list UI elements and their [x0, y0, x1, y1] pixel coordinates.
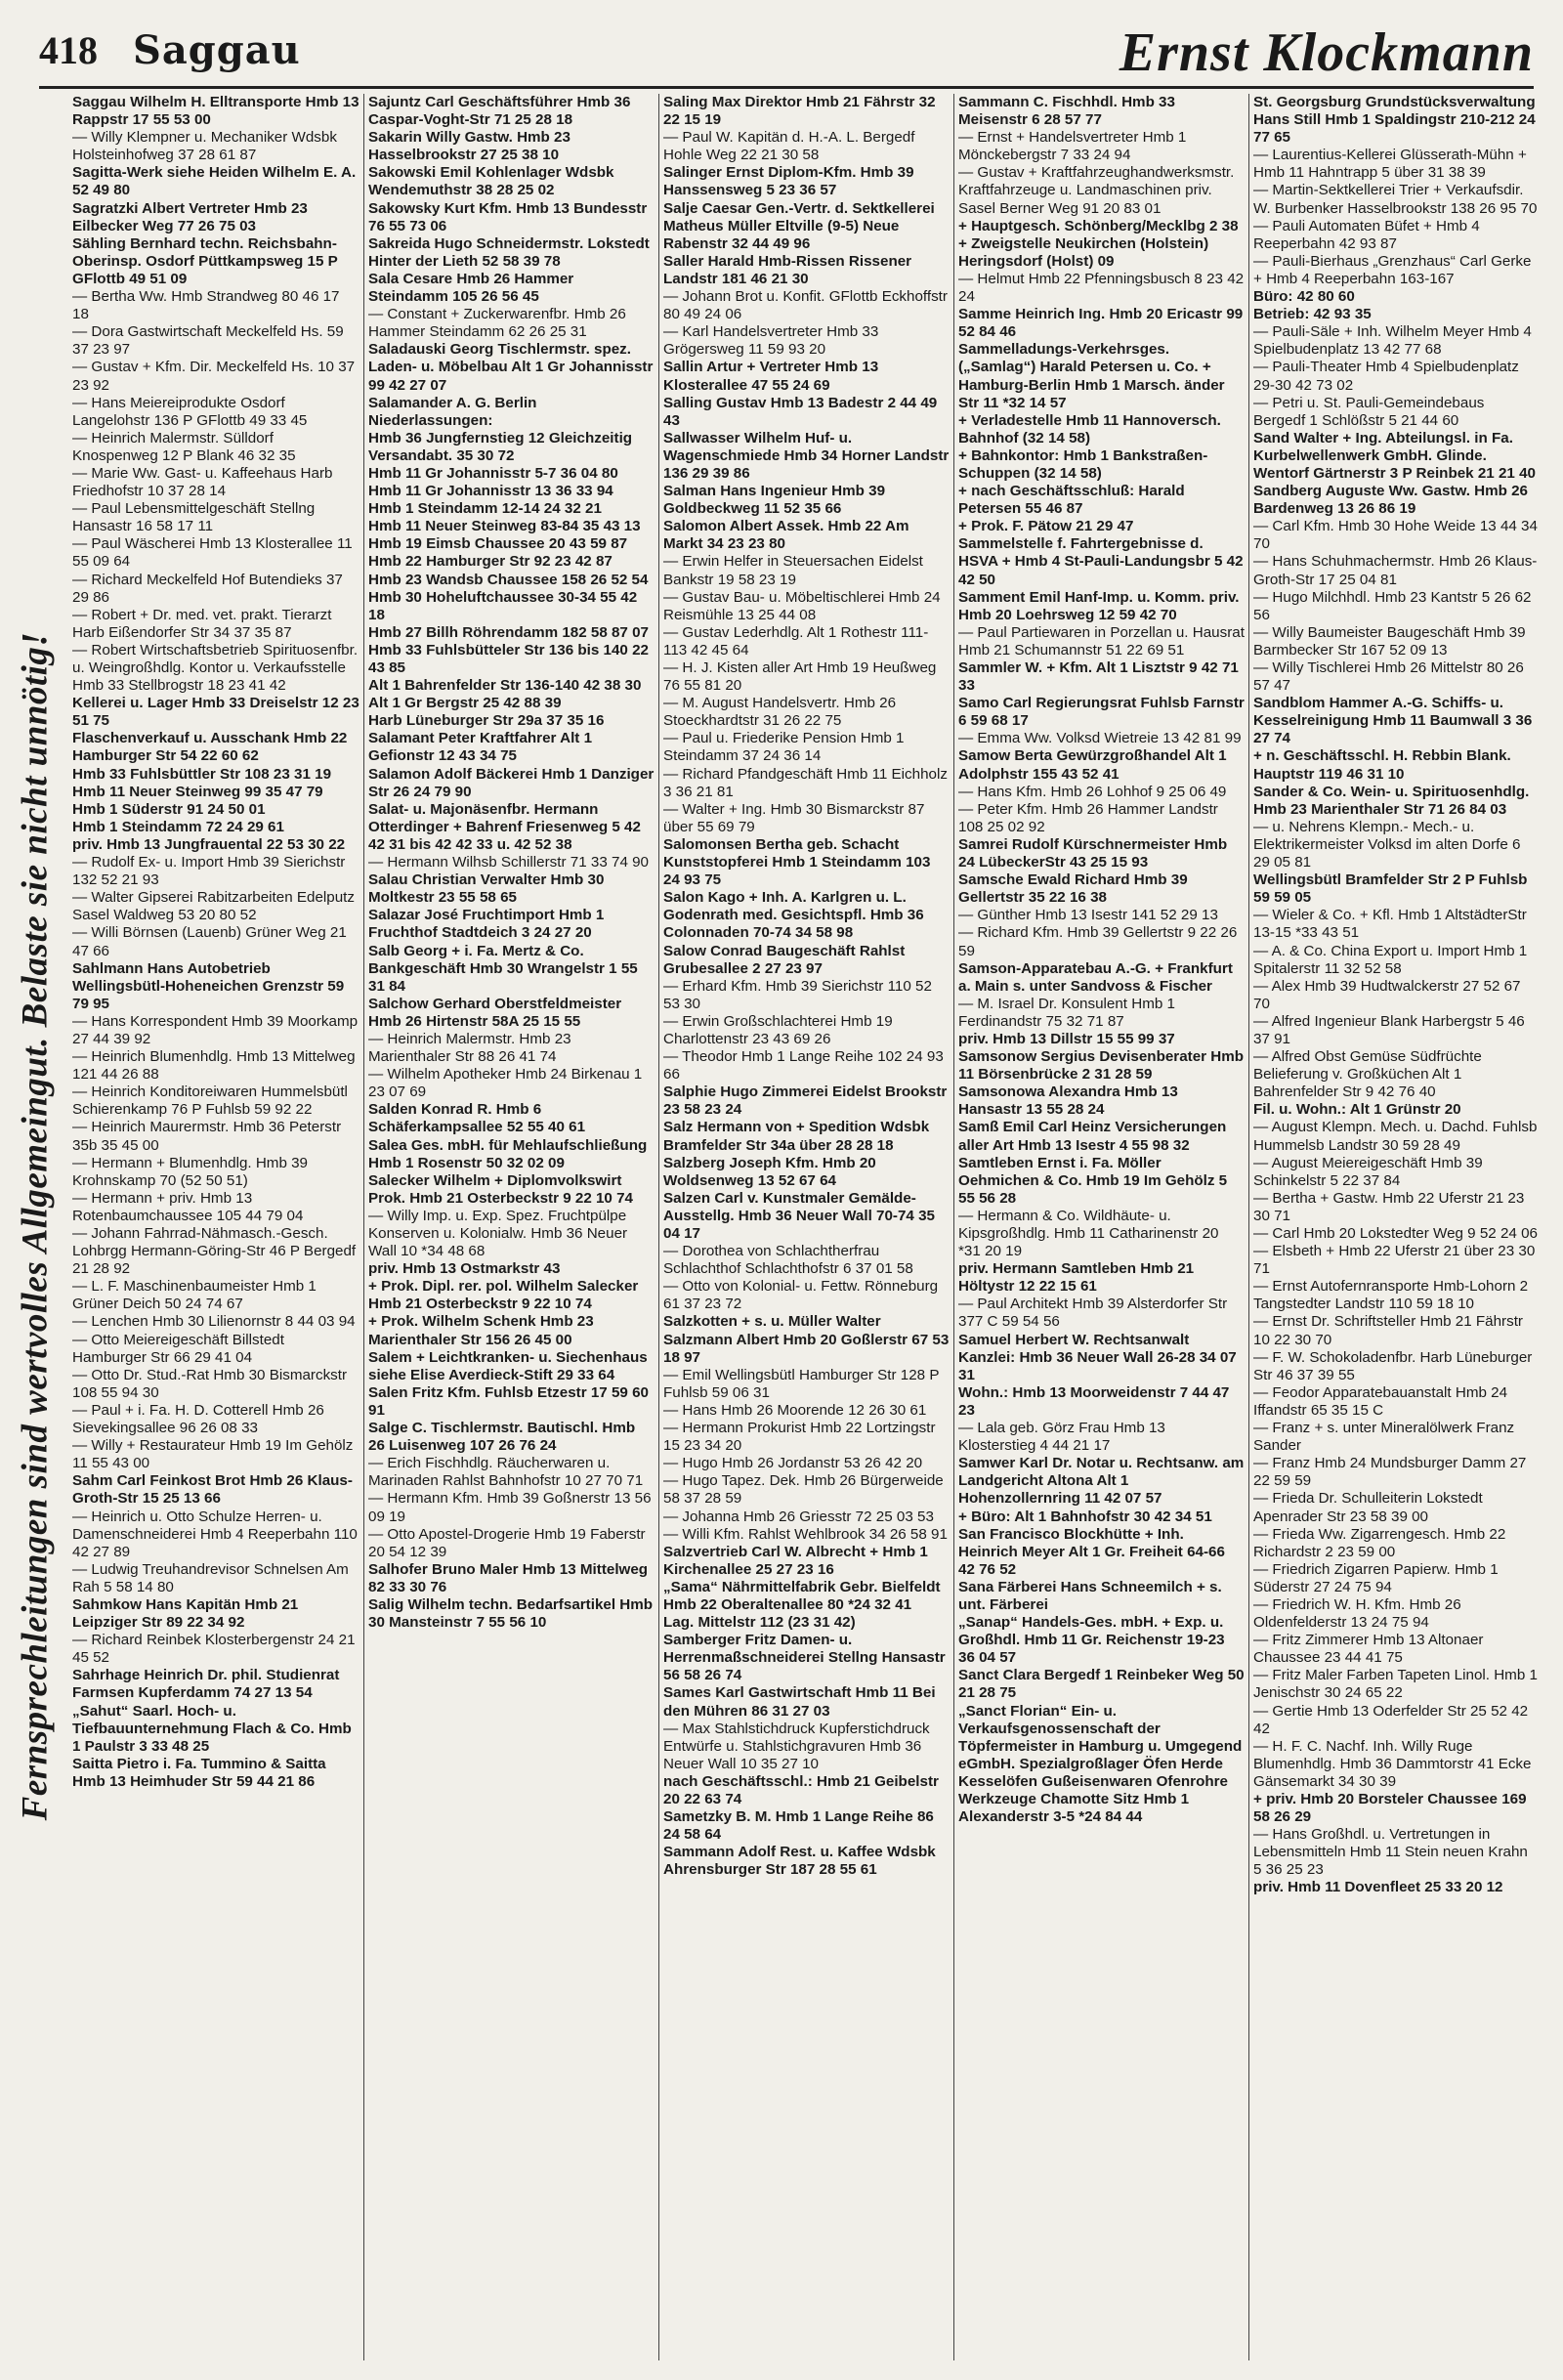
directory-entry: — Paul Lebensmittelgeschäft Stellng Hansastr 16 58 17 11: [72, 500, 316, 535]
directory-entry: — u. Nehrens Klempn.- Mech.- u. Elektrikermeister Volksd im alten Dorfe 6 29 05 81: [1253, 818, 1521, 871]
directory-entry: Salje Caesar Gen.-Vertr. d. Sektkellerei Matheus Müller Eltville (9-5) Neue Rabenstr 32 44 49 96: [663, 199, 935, 252]
directory-entry: — Hans Hmb 26 Moorende 12 26 30 61: [663, 1401, 927, 1419]
directory-entry: — Paul + i. Fa. H. D. Cotterell Hmb 26 Sievekingsallee 96 26 08 33: [72, 1401, 324, 1437]
directory-entry: Sakowski Emil Kohlenlager Wdsbk Wendemuthstr 38 28 25 02: [368, 164, 614, 199]
directory-entry: Salamander A. G. Berlin Niederlassungen:: [368, 394, 537, 429]
directory-entry: Hmb 11 Neuer Steinweg 99 35 47 79: [72, 783, 323, 800]
directory-entry: Salman Hans Ingenieur Hmb 39 Goldbeckweg 11 52 35 66: [663, 483, 886, 518]
directory-entry: Sahmkow Hans Kapitän Hmb 21 Leipziger Str 89 22 34 92: [72, 1595, 299, 1632]
directory-entry: Salon Kago + Inh. A. Karlgren u. L. Godenrath med. Gesichtspfl. Hmb 36 Colonnaden 70-74 34 58 98: [663, 889, 924, 942]
directory-entry: Sammelladungs-Verkehrsges. („Samlag“) Harald Petersen u. Co. + Hamburg-Berlin Hmb 1 Marsch. änder Str 11 *32 14 57: [958, 341, 1225, 411]
directory-entry: — Laurentius-Kellerei Glüsserath-Mühn + Hmb 11 Hahntrapp 5 über 31 38 39: [1253, 147, 1527, 182]
directory-entry: — Emil Wellingsbütl Hamburger Str 128 P Fuhlsb 59 06 31: [663, 1366, 940, 1401]
directory-entry: + Prok. Dipl. rer. pol. Wilhelm Salecker Hmb 21 Osterbeckstr 9 22 10 74: [368, 1278, 639, 1313]
directory-entry: Sammann C. Fischhdl. Hmb 33 Meisenstr 6 28 57 77: [958, 94, 1175, 129]
directory-entry: — Constant + Zuckerwarenfbr. Hmb 26 Hammer Steindamm 62 26 25 31: [368, 306, 626, 341]
directory-entry: + Prok. F. Pätow 21 29 47: [958, 518, 1134, 535]
directory-entry: priv. Hmb 13 Ostmarkstr 43: [368, 1260, 561, 1278]
directory-entry: „Sanct Florian“ Ein- u. Verkaufsgenossenschaft der Töpfermeister in Hamburg u. Umgegend eGmbH. Spezialgroßlager Öfen Herde Kesselöfen Gußeisenwaren Ofenrohre Werkzeuge Chamotte Sitz Hmb 1 Alexanderstr 3-5 *24 84 44: [958, 1702, 1243, 1826]
directory-entry: — Wilhelm Apotheker Hmb 24 Birkenau 1 23 07 69: [368, 1066, 643, 1101]
directory-entry: — Theodor Hmb 1 Lange Reihe 102 24 93 66: [663, 1048, 944, 1084]
directory-entry: — Dora Gastwirtschaft Meckelfeld Hs. 59 37 23 97: [72, 323, 344, 359]
directory-entry: Hmb 1 Steindamm 12-14 24 32 21: [368, 500, 602, 518]
directory-entry: — Willy Klempner u. Mechaniker Wdsbk Holsteinhofweg 37 28 61 87: [72, 129, 337, 164]
directory-entry: Salge C. Tischlermstr. Bautischl. Hmb 26 Luisenweg 107 26 76 24: [368, 1420, 636, 1455]
directory-entry: Salzmann Albert Hmb 20 Goßlerstr 67 53 18 97: [663, 1331, 950, 1366]
directory-entry: Samson-Apparatebau A.-G. + Frankfurt a. Main s. unter Sandvoss & Fischer: [958, 959, 1233, 995]
directory-entry: Sammelstelle f. Fahrtergebnisse d. HSVA + Hmb 4 St-Pauli-Landungsbr 5 42 42 50: [958, 535, 1244, 588]
directory-entry: — Hugo Hmb 26 Jordanstr 53 26 42 20: [663, 1455, 923, 1472]
directory-entry: — Otto Meiereigeschäft Billstedt Hamburger Str 66 29 41 04: [72, 1331, 284, 1366]
directory-entry: + nach Geschäftsschluß: Harald Petersen 55 46 87: [958, 483, 1185, 518]
directory-entry: Samrei Rudolf Kürschnermeister Hmb 24 LübeckerStr 43 25 15 93: [958, 835, 1228, 871]
directory-entry: — Emma Ww. Volksd Wietreie 13 42 81 99: [958, 730, 1242, 747]
directory-entry: — Hans Kfm. Hmb 26 Lohhof 9 25 06 49: [958, 783, 1227, 800]
directory-entry: Flaschenverkauf u. Ausschank Hmb 22 Hamburger Str 54 22 60 62: [72, 730, 348, 765]
directory-entry: Sahrhage Heinrich Dr. phil. Studienrat Farmsen Kupferdamm 74 27 13 54: [72, 1667, 340, 1702]
directory-entry: — Willy Tischlerei Hmb 26 Mittelstr 80 26 57 47: [1253, 659, 1524, 695]
directory-entry: San Francisco Blockhütte + Inh. Heinrich Meyer Alt 1 Gr. Freiheit 64-66 42 76 52: [958, 1525, 1225, 1578]
directory-entry: + priv. Hmb 20 Borsteler Chaussee 169 58 26 29: [1253, 1791, 1527, 1826]
directory-entry: — Paul Architekt Hmb 39 Alsterdorfer Str 377 C 59 54 56: [958, 1296, 1228, 1331]
directory-entry: priv. Hermann Samtleben Hmb 21 Höltystr 12 22 15 61: [958, 1260, 1195, 1296]
directory-entry: — Hermann Kfm. Hmb 39 Goßnerstr 13 56 09 19: [368, 1490, 652, 1525]
directory-entry: Sallwasser Wilhelm Huf- u. Wagenschmiede Hmb 34 Horner Landstr 136 29 39 86: [663, 429, 950, 482]
directory-entry: — Erwin Helfer in Steuersachen Eidelst Bankstr 19 58 23 19: [663, 553, 923, 588]
directory-columns: [68, 94, 1543, 2360]
directory-entry: — Fritz Zimmerer Hmb 13 Altonaer Chaussee 23 44 41 75: [1253, 1632, 1484, 1667]
directory-entry: Hmb 30 Hoheluftchaussee 30-34 55 42 18: [368, 588, 638, 623]
directory-entry: — Petri u. St. Pauli-Gemeindebaus Bergedf 1 Schlößstr 5 21 44 60: [1253, 394, 1485, 429]
directory-entry: „Sama“ Nährmittelfabrik Gebr. Bielfeldt Hmb 22 Oberaltenallee 80 *24 32 41: [663, 1578, 941, 1613]
directory-entry: Salamant Peter Kraftfahrer Alt 1 Gefionstr 12 43 34 75: [368, 730, 593, 765]
directory-entry: Samß Emil Carl Heinz Versicherungen aller Art Hmb 13 Isestr 4 55 98 32: [958, 1119, 1227, 1154]
directory-entry: — Willy + Restaurateur Hmb 19 Im Gehölz 11 55 43 00: [72, 1437, 354, 1472]
directory-entry: — Hans Meiereiprodukte Osdorf Langelohstr 136 P GFlottb 49 33 45: [72, 394, 308, 429]
directory-entry: — Hugo Tapez. Dek. Hmb 26 Bürgerweide 58 37 28 59: [663, 1472, 944, 1508]
directory-entry: Saller Harald Hmb-Rissen Rissener Landstr 181 46 21 30: [663, 252, 912, 287]
directory-entry: Samsche Ewald Richard Hmb 39 Gellertstr 35 22 16 38: [958, 871, 1188, 907]
directory-entry: — Ludwig Treuhandrevisor Schnelsen Am Rah 5 58 14 80: [72, 1560, 349, 1595]
directory-entry: priv. Hmb 11 Dovenfleet 25 33 20 12: [1253, 1879, 1503, 1896]
directory-column: [1248, 94, 1543, 2360]
directory-entry: Sagratzki Albert Vertreter Hmb 23 Eilbecker Weg 77 26 75 03: [72, 199, 308, 234]
directory-entry: + Büro: Alt 1 Bahnhofstr 30 42 34 51: [958, 1508, 1212, 1525]
directory-entry: Sandblom Hammer A.-G. Schiffs- u. Kesselreinigung Hmb 11 Baumwall 3 36 27 74: [1253, 695, 1533, 747]
directory-entry: — Lala geb. Görz Frau Hmb 13 Klosterstieg 4 44 21 17: [958, 1420, 1165, 1455]
directory-entry: Salea Ges. mbH. für Mehlaufschließung Hmb 1 Rosenstr 50 32 02 09: [368, 1136, 648, 1171]
directory-entry: — August Klempn. Mech. u. Dachd. Fuhlsb Hummelsb Landstr 30 59 28 49: [1253, 1119, 1538, 1154]
directory-entry: Hmb 1 Steindamm 72 24 29 61: [72, 818, 284, 835]
directory-entry: — Rudolf Ex- u. Import Hmb 39 Sierichstr 132 52 21 93: [72, 854, 346, 889]
directory-entry: Sana Färberei Hans Schneemilch + s. unt. Färberei: [958, 1578, 1222, 1613]
directory-entry: Salen Fritz Kfm. Fuhlsb Etzestr 17 59 60 91: [368, 1383, 649, 1419]
directory-entry: Salem + Leichtkranken- u. Siechenhaus siehe Elise Averdieck-Stift 29 33 64: [368, 1348, 648, 1383]
directory-entry: Alt 1 Bahrenfelder Str 136-140 42 38 30: [368, 677, 642, 695]
directory-entry: — Günther Hmb 13 Isestr 141 52 29 13: [958, 907, 1218, 924]
directory-entry: — Ernst + Handelsvertreter Hmb 1 Mönckebergstr 7 33 24 94: [958, 129, 1187, 164]
directory-entry: Sahlmann Hans Autobetrieb Wellingsbütl-Hoheneichen Grenzstr 59 79 95: [72, 959, 345, 1012]
directory-entry: — Wieler & Co. + Kfl. Hmb 1 AltstädterStr 13-15 *33 43 51: [1253, 907, 1527, 942]
directory-entry: — Richard Kfm. Hmb 39 Gellertstr 9 22 26 59: [958, 924, 1238, 959]
header-rule: [39, 86, 1534, 89]
directory-entry: Saggau Wilhelm H. Elltransporte Hmb 13 Rappstr 17 55 53 00: [72, 94, 359, 129]
directory-entry: Sakowsky Kurt Kfm. Hmb 13 Bundesstr 76 55 73 06: [368, 199, 648, 234]
directory-entry: — Gustav + Kfm. Dir. Meckelfeld Hs. 10 37 23 92: [72, 359, 356, 394]
directory-entry: — Frieda Ww. Zigarrengesch. Hmb 22 Richardstr 2 23 59 00: [1253, 1525, 1506, 1560]
directory-entry: — Paul Wäscherei Hmb 13 Klosterallee 11 55 09 64: [72, 535, 353, 571]
directory-entry: — Walter Gipserei Rabitzarbeiten Edelputz Sasel Waldweg 53 20 80 52: [72, 889, 355, 924]
directory-entry: — Willy Imp. u. Exp. Spez. Fruchtpülpe Konserven u. Kolonialw. Hmb 36 Neuer Wall 10 *34 48 68: [368, 1207, 628, 1260]
directory-entry: Sagitta-Werk siehe Heiden Wilhelm E. A. 52 49 80: [72, 164, 357, 199]
directory-entry: — Paul W. Kapitän d. H.-A. L. Bergedf Hohle Weg 22 21 30 58: [663, 129, 915, 164]
directory-entry: Salzvertrieb Carl W. Albrecht + Hmb 1 Kirchenallee 25 27 23 16: [663, 1543, 928, 1578]
directory-entry: — Johann Brot u. Konfit. GFlottb Eckhoffstr 80 49 24 06: [663, 288, 948, 323]
directory-entry: Sallin Artur + Vertreter Hmb 13 Klosterallee 47 55 24 69: [663, 359, 879, 394]
side-notice: [6, 88, 64, 2364]
directory-entry: Hmb 1 Süderstr 91 24 50 01: [72, 800, 266, 818]
directory-entry: — Max Stahlstichdruck Kupferstichdruck Entwürfe u. Stahlstichgravuren Hmb 36 Neuer Wall 10 35 27 10: [663, 1720, 930, 1772]
directory-entry: — Martin-Sektkellerei Trier + Verkaufsdir. W. Burbenker Hasselbrookstr 138 26 95 70: [1253, 182, 1538, 217]
directory-entry: Salphie Hugo Zimmerei Eidelst Brookstr 23 58 23 24: [663, 1084, 948, 1119]
directory-entry: — Alex Hmb 39 Hudtwalckerstr 27 52 67 70: [1253, 977, 1521, 1012]
directory-entry: — Alfred Obst Gemüse Südfrüchte Belieferung v. Großküchen Alt 1 Bahrenfelder Str 9 42 76 40: [1253, 1048, 1482, 1101]
directory-entry: Hmb 11 Gr Johannisstr 5-7 36 04 80: [368, 464, 618, 482]
directory-entry: — Hermann + priv. Hmb 13 Rotenbaumchaussee 105 44 79 04: [72, 1189, 304, 1224]
directory-entry: Sakreida Hugo Schneidermstr. Lokstedt Hinter der Lieth 52 58 39 78: [368, 234, 650, 270]
directory-entry: — Hugo Milchhdl. Hmb 23 Kantstr 5 26 62 56: [1253, 588, 1532, 623]
directory-entry: — A. & Co. China Export u. Import Hmb 1 Spitalerstr 11 32 52 58: [1253, 942, 1528, 977]
directory-entry: + Prok. Wilhelm Schenk Hmb 23 Marienthaler Str 156 26 45 00: [368, 1313, 594, 1348]
directory-entry: — Erwin Großschlachterei Hmb 19 Charlottenstr 23 43 69 26: [663, 1012, 893, 1047]
directory-entry: — Richard Meckelfeld Hof Butendieks 37 29 86: [72, 571, 343, 606]
directory-entry: — M. Israel Dr. Konsulent Hmb 1 Ferdinandstr 75 32 71 87: [958, 995, 1175, 1030]
directory-entry: „Sanap“ Handels-Ges. mbH. + Exp. u. Großhdl. Hmb 11 Gr. Reichenstr 19-23 36 04 57: [958, 1614, 1225, 1667]
directory-entry: Sanct Clara Bergedf 1 Reinbeker Weg 50 21 28 75: [958, 1667, 1245, 1702]
directory-entry: Samow Berta Gewürzgroßhandel Alt 1 Adolphstr 155 43 52 41: [958, 747, 1227, 783]
directory-entry: Sähling Bernhard techn. Reichsbahn-Oberinsp. Osdorf Püttkampsweg 15 P GFlottb 49 51 09: [72, 234, 338, 287]
directory-entry: — Hans Korrespondent Hmb 39 Moorkamp 27 44 39 92: [72, 1012, 359, 1047]
directory-entry: — Ernst Dr. Schriftsteller Hmb 21 Fährstr 10 22 30 70: [1253, 1313, 1523, 1348]
directory-entry: — Elsbeth + Hmb 22 Uferstr 21 über 23 30 71: [1253, 1243, 1536, 1278]
directory-entry: — Friedrich W. H. Kfm. Hmb 26 Oldenfelderstr 13 24 75 94: [1253, 1595, 1461, 1632]
directory-entry: — Heinrich Blumenhdlg. Hmb 13 Mittelweg 121 44 26 88: [72, 1048, 356, 1084]
directory-entry: Sand Walter + Ing. Abteilungsl. in Fa. Kurbelwellenwerk GmbH. Glinde. Wentorf Gärtnerstr 3 P Reinbek 21 21 40: [1253, 429, 1536, 482]
directory-entry: — Pauli-Theater Hmb 4 Spielbudenplatz 29-30 42 73 02: [1253, 359, 1519, 394]
directory-entry: — Robert Wirtschaftsbetrieb Spirituosenfbr. u. Weingroßhdlg. Kontor u. Verkaufsstelle Hmb 33 Stellbrogstr 18 23 41 42: [72, 641, 359, 695]
directory-entry: — Carl Kfm. Hmb 30 Hohe Weide 13 44 34 70: [1253, 518, 1538, 553]
directory-entry: — M. August Handelsvertr. Hmb 26 Stoeckhardtstr 31 26 22 75: [663, 695, 897, 730]
directory-entry: — Johann Fahrrad-Nähmasch.-Gesch. Lohbrgg Hermann-Göring-Str 46 P Bergedf 21 28 92: [72, 1225, 357, 1278]
directory-entry: Salomon Albert Assek. Hmb 22 Am Markt 34 23 23 80: [663, 518, 909, 553]
directory-entry: Hmb 33 Fuhlsbütteler Str 136 bis 140 22 43 85: [368, 641, 649, 676]
directory-entry: — Friedrich Zigarren Papierw. Hmb 1 Süderstr 27 24 75 94: [1253, 1560, 1499, 1595]
directory-entry: + Bahnkontor: Hmb 1 Bankstraßen-Schuppen (32 14 58): [958, 446, 1208, 482]
directory-entry: — Alfred Ingenieur Blank Harbergstr 5 46 37 91: [1253, 1012, 1525, 1047]
directory-entry: Salden Konrad R. Hmb 6 Schäferkampsallee 52 55 40 61: [368, 1101, 586, 1136]
directory-entry: Sandberg Auguste Ww. Gastw. Hmb 26 Bardenweg 13 26 86 19: [1253, 483, 1529, 518]
directory-entry: Sakarin Willy Gastw. Hmb 23 Hasselbrookstr 27 25 38 10: [368, 129, 570, 164]
directory-entry: Wellingsbütl Bramfelder Str 2 P Fuhlsb 59 59 05: [1253, 871, 1528, 907]
directory-column: [363, 94, 658, 2360]
directory-entry: — Lenchen Hmb 30 Lilienornstr 8 44 03 94: [72, 1313, 356, 1331]
directory-entry: Hmb 27 Billh Röhrendamm 182 58 87 07: [368, 623, 649, 641]
directory-entry: Samo Carl Regierungsrat Fuhlsb Farnstr 6 59 68 17: [958, 695, 1245, 730]
directory-entry: Salat- u. Majonäsenfbr. Hermann Otterdinger + Bahrenf Friesenweg 5 42 42 31 bis 42 42 33 u. 42 52 38: [368, 800, 641, 853]
directory-entry: Salhofer Bruno Maler Hmb 13 Mittelweg 82 33 30 76: [368, 1560, 649, 1595]
directory-entry: Samsonow Sergius Devisenberater Hmb 11 Börsenbrücke 2 31 28 59: [958, 1048, 1245, 1084]
directory-entry: — Pauli Automaten Büfet + Hmb 4 Reeperbahn 42 93 87: [1253, 217, 1480, 252]
directory-entry: — Gustav Lederhdlg. Alt 1 Rothestr 111-113 42 45 64: [663, 623, 929, 659]
directory-entry: + Hauptgesch. Schönberg/Mecklbg 2 38: [958, 217, 1239, 234]
directory-entry: — Johanna Hmb 26 Griesstr 72 25 03 53: [663, 1508, 934, 1525]
directory-entry: Hmb 33 Fuhlsbüttler Str 108 23 31 19: [72, 765, 332, 783]
directory-entry: Salzberg Joseph Kfm. Hmb 20 Woldsenweg 13 52 67 64: [663, 1154, 876, 1189]
directory-entry: Saladauski Georg Tischlermstr. spez. Laden- u. Möbelbau Alt 1 Gr Johannisstr 99 42 27 07: [368, 341, 654, 394]
directory-entry: Salb Georg + i. Fa. Mertz & Co. Bankgeschäft Hmb 30 Wrangelstr 1 55 31 84: [368, 942, 638, 995]
directory-entry: Samuel Herbert W. Rechtsanwalt Kanzlei: Hmb 36 Neuer Wall 26-28 34 07 31: [958, 1331, 1237, 1383]
directory-entry: St. Georgsburg Grundstücksverwaltung Hans Still Hmb 1 Spaldingstr 210-212 24 77 65: [1253, 94, 1536, 147]
directory-entry: — Paul u. Friederike Pension Hmb 1 Steindamm 37 24 36 14: [663, 730, 905, 765]
directory-entry: Sala Cesare Hmb 26 Hammer Steindamm 105 26 56 45: [368, 270, 574, 306]
directory-entry: Alt 1 Gr Bergstr 25 42 88 39: [368, 695, 562, 712]
directory-entry: — Pauli-Bierhaus „Grenzhaus“ Carl Gerke + Hmb 4 Reeperbahn 163-167: [1253, 252, 1532, 287]
directory-entry: Salinger Ernst Diplom-Kfm. Hmb 39 Hanssensweg 5 23 36 57: [663, 164, 914, 199]
directory-entry: — Bertha Ww. Hmb Strandweg 80 46 17 18: [72, 288, 340, 323]
directory-entry: — Bertha + Gastw. Hmb 22 Uferstr 21 23 30 71: [1253, 1189, 1525, 1224]
directory-entry: Samberger Fritz Damen- u. Herrenmaßschneiderei Stellng Hansastr 56 58 26 74: [663, 1632, 946, 1684]
directory-entry: Samment Emil Hanf-Imp. u. Komm. priv. Hmb 20 Loehrsweg 12 59 42 70: [958, 588, 1240, 623]
directory-entry: Salzen Carl v. Kunstmaler Gemälde-Ausstellg. Hmb 36 Neuer Wall 70-74 35 04 17: [663, 1189, 935, 1242]
directory-entry: — Marie Ww. Gast- u. Kaffeehaus Harb Friedhofstr 10 37 28 14: [72, 464, 333, 500]
directory-entry: Wohn.: Hmb 13 Moorweidenstr 7 44 47 23: [958, 1383, 1230, 1419]
directory-entry: — Hermann + Blumenhdlg. Hmb 39 Krohnskamp 70 (52 50 51): [72, 1154, 309, 1189]
directory-entry: — Fritz Maler Farben Tapeten Linol. Hmb 1 Jenischstr 30 24 65 22: [1253, 1667, 1538, 1702]
directory-entry: — Karl Handelsvertreter Hmb 33 Grögersweg 11 59 93 20: [663, 323, 879, 359]
directory-entry: Salow Conrad Baugeschäft Rahlst Grubesallee 2 27 23 97: [663, 942, 906, 977]
directory-entry: — Erhard Kfm. Hmb 39 Sierichstr 110 52 53 30: [663, 977, 932, 1012]
directory-entry: priv. Hmb 13 Dillstr 15 55 99 37: [958, 1030, 1175, 1047]
side-notice-text: Fernsprechleitungen sind wertvolles Allgemeingut. Belaste sie nicht unnötig!: [15, 631, 56, 1821]
directory-entry: Kellerei u. Lager Hmb 33 Dreiselstr 12 23 51 75: [72, 695, 359, 730]
directory-entry: — Walter + Ing. Hmb 30 Bismarckstr 87 über 55 69 79: [663, 800, 925, 835]
directory-entry: Hmb 22 Hamburger Str 92 23 42 87: [368, 553, 613, 571]
page-number: 418: [39, 28, 98, 72]
directory-entry: Samme Heinrich Ing. Hmb 20 Ericastr 99 52 84 46: [958, 306, 1244, 341]
directory-entry: — August Meiereigeschäft Hmb 39 Schinkelstr 5 22 37 84: [1253, 1154, 1483, 1189]
page-header: [39, 22, 1534, 84]
directory-entry: — Heinrich Konditoreiwaren Hummelsbütl Schierenkamp 76 P Fuhlsb 59 92 22: [72, 1084, 348, 1119]
directory-entry: — Willi Börnsen (Lauenb) Grüner Weg 21 47 66: [72, 924, 347, 959]
directory-entry: — Erich Fischhdlg. Räucherwaren u. Marinaden Rahlst Bahnhofstr 10 27 70 71: [368, 1455, 644, 1490]
directory-entry: — Heinrich Malermstr. Hmb 23 Marienthaler Str 88 26 41 74: [368, 1030, 571, 1066]
directory-entry: Salau Christian Verwalter Hmb 30 Moltkestr 23 55 58 65: [368, 871, 605, 907]
directory-entry: „Sahut“ Saarl. Hoch- u. Tiefbauunternehmung Flach & Co. Hmb 1 Paulstr 3 33 48 25: [72, 1702, 352, 1755]
directory-entry: — Franz Hmb 24 Mundsburger Damm 27 22 59 59: [1253, 1455, 1527, 1490]
directory-entry: — Hermann & Co. Wildhäute- u. Kipsgroßhdlg. Hmb 11 Catharinenstr 20 *31 20 19: [958, 1207, 1219, 1260]
directory-entry: — Heinrich u. Otto Schulze Herren- u. Damenschneiderei Hmb 4 Reeperbahn 110 42 27 89: [72, 1508, 358, 1560]
directory-entry: Samwer Karl Dr. Notar u. Rechtsanw. am Landgericht Altona Alt 1 Hohenzollernring 11 42 07 57: [958, 1455, 1245, 1508]
directory-column: [953, 94, 1248, 2360]
directory-entry: Salecker Wilhelm + Diplomvolkswirt Prok. Hmb 21 Osterbeckstr 9 22 10 74: [368, 1171, 633, 1207]
directory-entry: Betrieb: 42 93 35: [1253, 306, 1372, 323]
directory-entry: — Frieda Dr. Schulleiterin Lokstedt Apenrader Str 23 58 39 00: [1253, 1490, 1483, 1525]
directory-entry: Lag. Mittelstr 112 (23 31 42): [663, 1614, 856, 1632]
directory-entry: — Gertie Hmb 13 Oderfelder Str 25 52 42 42: [1253, 1702, 1529, 1737]
directory-entry: — Helmut Hmb 22 Pfenningsbusch 8 23 42 24: [958, 270, 1245, 306]
directory-entry: + n. Geschäftsschl. H. Rebbin Blank. Hauptstr 119 46 31 10: [1253, 747, 1511, 783]
directory-entry: — Peter Kfm. Hmb 26 Hammer Landstr 108 25 02 92: [958, 800, 1218, 835]
directory-column: [68, 94, 363, 2360]
directory-entry: Sames Karl Gastwirtschaft Hmb 11 Bei den Mühren 86 31 27 03: [663, 1684, 936, 1720]
directory-entry: — Dorothea von Schlachtherfrau Schlachthof Schlachthofstr 6 37 01 58: [663, 1243, 913, 1278]
directory-entry: Sajuntz Carl Geschäftsführer Hmb 36 Caspar-Voght-Str 71 25 28 18: [368, 94, 631, 129]
directory-entry: Hmb 23 Wandsb Chaussee 158 26 52 54: [368, 571, 649, 588]
directory-entry: — Otto Apostel-Drogerie Hmb 19 Faberstr 20 54 12 39: [368, 1525, 646, 1560]
directory-entry: — Heinrich Malermstr. Sülldorf Knospenweg 12 P Blank 46 32 35: [72, 429, 296, 464]
directory-column: [658, 94, 953, 2360]
directory-entry: — H. F. C. Nachf. Inh. Willy Ruge Blumenhdlg. Hmb 36 Dammtorstr 41 Ecke Gänsemarkt 34 30 39: [1253, 1737, 1532, 1790]
directory-entry: — F. W. Schokoladenfbr. Harb Lüneburger Str 46 37 39 55: [1253, 1348, 1533, 1383]
directory-entry: — Franz + s. unter Mineralölwerk Franz Sander: [1253, 1420, 1515, 1455]
directory-entry: nach Geschäftsschl.: Hmb 21 Geibelstr 20 22 63 74: [663, 1772, 939, 1807]
directory-entry: Sander & Co. Wein- u. Spirituosenhdlg. Hmb 23 Marienthaler Str 71 26 84 03: [1253, 783, 1530, 818]
directory-entry: — Carl Hmb 20 Lokstedter Weg 9 52 24 06: [1253, 1225, 1538, 1242]
directory-entry: Salig Wilhelm techn. Bedarfsartikel Hmb 30 Mansteinstr 7 55 56 10: [368, 1595, 654, 1632]
directory-entry: Hmb 11 Neuer Steinweg 83-84 35 43 13: [368, 518, 641, 535]
directory-entry: Harb Lüneburger Str 29a 37 35 16: [368, 712, 605, 730]
directory-entry: Saling Max Direktor Hmb 21 Fährstr 32 22 15 19: [663, 94, 936, 129]
directory-entry: priv. Hmb 13 Jungfrauental 22 53 30 22: [72, 835, 346, 853]
directory-entry: Hmb 19 Eimsb Chaussee 20 43 59 87: [368, 535, 628, 553]
directory-entry: — Hans Schuhmachermstr. Hmb 26 Klaus-Groth-Str 17 25 04 81: [1253, 553, 1538, 588]
directory-entry: — Paul Partiewaren in Porzellan u. Hausrat Hmb 21 Schumannstr 51 22 69 51: [958, 623, 1245, 659]
directory-entry: — Richard Reinbek Klosterbergenstr 24 21 45 52: [72, 1632, 356, 1667]
directory-entry: — Gustav Bau- u. Möbeltischlerei Hmb 24 Reismühle 13 25 44 08: [663, 588, 941, 623]
directory-entry: Hmb 11 Gr Johannisstr 13 36 33 94: [368, 483, 613, 500]
directory-entry: + Zweigstelle Neukirchen (Holstein) Heringsdorf (Holst) 09: [958, 234, 1209, 270]
directory-entry: — L. F. Maschinenbaumeister Hmb 1 Grüner Deich 50 24 74 67: [72, 1278, 317, 1313]
directory-entry: Salazar José Fruchtimport Hmb 1 Fruchthof Stadtdeich 3 24 27 20: [368, 907, 605, 942]
directory-entry: Salomonsen Bertha geb. Schacht Kunststopferei Hmb 1 Steindamm 103 24 93 75: [663, 835, 931, 889]
directory-entry: — Pauli-Säle + Inh. Wilhelm Meyer Hmb 4 Spielbudenplatz 13 42 77 68: [1253, 323, 1532, 359]
directory-entry: — Gustav + Kraftfahrzeughandwerksmstr. Kraftfahrzeuge u. Landmaschinen priv. Sasel Berner Weg 91 20 83 01: [958, 164, 1235, 217]
directory-entry: Salzkotten + s. u. Müller Walter: [663, 1313, 881, 1331]
directory-entry: Salamon Adolf Bäckerei Hmb 1 Danziger Str 26 24 79 90: [368, 765, 655, 800]
directory-entry: Samsonowa Alexandra Hmb 13 Hansastr 13 55 28 24: [958, 1084, 1178, 1119]
directory-entry: — Ernst Autofernransporte Hmb-Lohorn 2 Tangstedter Landstr 110 59 18 10: [1253, 1278, 1529, 1313]
directory-entry: — Willi Kfm. Rahlst Wehlbrook 34 26 58 91: [663, 1525, 948, 1543]
brand-logo: Ernst Klockmann: [1119, 22, 1534, 83]
directory-entry: Büro: 42 80 60: [1253, 288, 1355, 306]
directory-entry: + Verladestelle Hmb 11 Hannoversch. Bahnhof (32 14 58): [958, 411, 1221, 446]
directory-entry: Fil. u. Wohn.: Alt 1 Grünstr 20: [1253, 1101, 1461, 1119]
directory-entry: — Richard Pfandgeschäft Hmb 11 Eichholz 3 36 21 81: [663, 765, 948, 800]
directory-entry: — Otto Dr. Stud.-Rat Hmb 30 Bismarckstr 108 55 94 30: [72, 1366, 348, 1401]
directory-entry: Sammann Adolf Rest. u. Kaffee Wdsbk Ahrensburger Str 187 28 55 61: [663, 1844, 936, 1879]
directory-entry: — Otto von Kolonial- u. Fettw. Rönneburg 61 37 23 72: [663, 1278, 939, 1313]
directory-entry: Salling Gustav Hmb 13 Badestr 2 44 49 43: [663, 394, 938, 429]
directory-entry: — Hans Großhdl. u. Vertretungen in Lebensmitteln Hmb 11 Stein neuen Krahn 5 36 25 23: [1253, 1826, 1528, 1879]
directory-entry: Sahm Carl Feinkost Brot Hmb 26 Klaus-Groth-Str 15 25 13 66: [72, 1472, 353, 1508]
directory-entry: — Feodor Apparatebauanstalt Hmb 24 Iffandstr 65 35 15 C: [1253, 1383, 1508, 1419]
directory-entry: — Robert + Dr. med. vet. prakt. Tierarzt Harb Eißendorfer Str 34 37 35 87: [72, 606, 332, 641]
directory-entry: Salz Hermann von + Spedition Wdsbk Bramfelder Str 34a über 28 28 18: [663, 1119, 930, 1154]
page-heading: Saggau: [133, 27, 301, 73]
directory-entry: — Willy Baumeister Baugeschäft Hmb 39 Barmbecker Str 167 52 09 13: [1253, 623, 1526, 659]
directory-entry: Sametzky B. M. Hmb 1 Lange Reihe 86 24 58 64: [663, 1808, 934, 1844]
directory-entry: Samtleben Ernst i. Fa. Möller Oehmichen & Co. Hmb 19 Im Gehölz 5 55 56 28: [958, 1154, 1228, 1207]
directory-entry: Hmb 36 Jungfernstieg 12 Gleichzeitig Versandabt. 35 30 72: [368, 429, 633, 464]
directory-entry: — Hermann Wilhsb Schillerstr 71 33 74 90: [368, 854, 649, 871]
directory-entry: — Heinrich Maurermstr. Hmb 36 Peterstr 35b 35 45 00: [72, 1119, 342, 1154]
directory-entry: Sammler W. + Kfm. Alt 1 Lisztstr 9 42 71 33: [958, 659, 1239, 695]
directory-entry: — H. J. Kisten aller Art Hmb 19 Heußweg 76 55 81 20: [663, 659, 937, 695]
directory-entry: — Hermann Prokurist Hmb 22 Lortzingstr 15 23 34 20: [663, 1420, 936, 1455]
directory-entry: Salchow Gerhard Oberstfeldmeister Hmb 26 Hirtenstr 58A 25 15 55: [368, 995, 622, 1030]
directory-entry: Saitta Pietro i. Fa. Tummino & Saitta Hmb 13 Heimhuder Str 59 44 21 86: [72, 1755, 326, 1790]
